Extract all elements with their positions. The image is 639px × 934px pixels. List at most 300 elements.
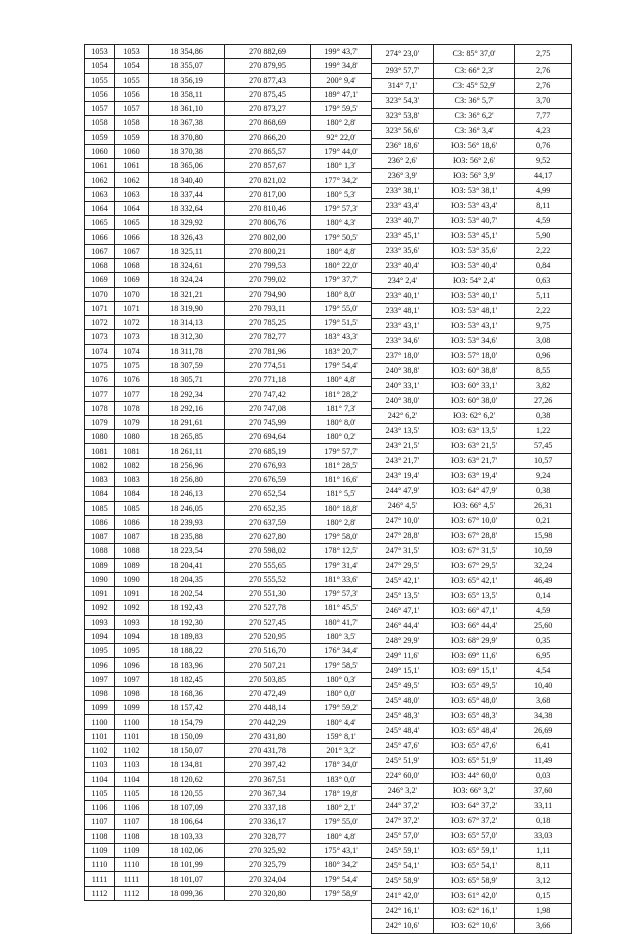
direction-angle-cell: 233° 40,4': [372, 259, 434, 274]
y-coordinate-cell: 270 799,53: [225, 258, 311, 272]
angle-cell: 200° 9,4': [311, 73, 372, 87]
table-row: [85, 758, 372, 772]
table-row: [372, 559, 572, 574]
rhumb-cell: ЮЗ: 69° 15,1': [433, 664, 515, 679]
direction-angle-cell: 240° 33,1': [372, 379, 434, 394]
rhumb-cell: ЮЗ: 67° 37,2': [433, 814, 515, 829]
point-number-cell: 1087: [85, 530, 115, 544]
table-row: [85, 59, 372, 73]
x-coordinate-cell: 18 204,41: [149, 558, 225, 572]
point-id-cell: 1063: [115, 187, 149, 201]
table-row: [85, 230, 372, 244]
y-coordinate-cell: 270 325,79: [225, 858, 311, 872]
direction-angle-cell: 323° 53,8': [372, 109, 434, 124]
y-coordinate-cell: 270 516,70: [225, 644, 311, 658]
point-id-cell: 1104: [115, 772, 149, 786]
x-coordinate-cell: 18 332,64: [149, 201, 225, 215]
rhumb-cell: ЮЗ: 61° 42,0': [433, 889, 515, 904]
point-number-cell: 1062: [85, 173, 115, 187]
angle-cell: 180° 5,3': [311, 187, 372, 201]
rhumb-cell: ЮЗ: 63° 21,7': [433, 454, 515, 469]
angle-cell: 180° 2,8': [311, 116, 372, 130]
angle-cell: 183° 43,3': [311, 330, 372, 344]
x-coordinate-cell: 18 358,11: [149, 87, 225, 101]
direction-angle-cell: 245° 57,0': [372, 829, 434, 844]
angle-cell: 179° 58,9': [311, 886, 372, 900]
table-row: [85, 644, 372, 658]
direction-angle-cell: 233° 43,1': [372, 319, 434, 334]
table-row: [85, 544, 372, 558]
x-coordinate-cell: 18 370,80: [149, 130, 225, 144]
y-coordinate-cell: 270 324,04: [225, 872, 311, 886]
table-row: [85, 45, 372, 59]
angle-cell: 181° 45,5': [311, 601, 372, 615]
distance-cell: 0,21: [515, 514, 572, 529]
x-coordinate-cell: 18 292,16: [149, 401, 225, 415]
distance-cell: 0,76: [515, 139, 572, 154]
direction-angle-cell: 248° 29,9': [372, 634, 434, 649]
direction-angle-cell: 247° 31,5': [372, 544, 434, 559]
rhumb-cell: ЮЗ: 56° 2,6': [433, 154, 515, 169]
distance-cell: 4,59: [515, 214, 572, 229]
angle-cell: 201° 3,2': [311, 744, 372, 758]
table-row: [372, 499, 572, 514]
point-id-cell: 1092: [115, 601, 149, 615]
point-id-cell: 1076: [115, 373, 149, 387]
angle-cell: 179° 54,4': [311, 358, 372, 372]
angle-cell: 180° 0,0': [311, 686, 372, 700]
y-coordinate-cell: 270 745,99: [225, 415, 311, 429]
angle-cell: 179° 57,3': [311, 201, 372, 215]
y-coordinate-cell: 270 879,95: [225, 59, 311, 73]
table-row: [85, 187, 372, 201]
point-id-cell: 1084: [115, 487, 149, 501]
angle-cell: 199° 43,7': [311, 45, 372, 59]
table-row: [372, 829, 572, 844]
direction-angle-cell: 245° 48,0': [372, 694, 434, 709]
point-number-cell: 1094: [85, 629, 115, 643]
table-row: [372, 574, 572, 589]
point-id-cell: 1081: [115, 444, 149, 458]
direction-angle-cell: 245° 49,5': [372, 679, 434, 694]
table-row: [85, 487, 372, 501]
distance-cell: 0,38: [515, 409, 572, 424]
x-coordinate-cell: 18 340,40: [149, 173, 225, 187]
point-number-cell: 1102: [85, 744, 115, 758]
x-coordinate-cell: 18 189,83: [149, 629, 225, 643]
x-coordinate-cell: 18 292,34: [149, 387, 225, 401]
direction-angle-cell: 245° 13,5': [372, 589, 434, 604]
rhumb-cell: ЮЗ: 67° 10,0': [433, 514, 515, 529]
point-number-cell: 1077: [85, 387, 115, 401]
rhumb-cell: ЮЗ: 64° 37,2': [433, 799, 515, 814]
angle-cell: 180° 41,7': [311, 615, 372, 629]
table-row: [372, 859, 572, 874]
angle-cell: 177° 34,2': [311, 173, 372, 187]
rhumb-cell: ЮЗ: 62° 16,1': [433, 904, 515, 919]
angle-cell: 180° 0,2': [311, 430, 372, 444]
direction-angle-cell: 323° 56,6': [372, 124, 434, 139]
y-coordinate-cell: 270 857,67: [225, 159, 311, 173]
distance-cell: 1,22: [515, 424, 572, 439]
table-row: [85, 73, 372, 87]
table-row: [372, 64, 572, 79]
distance-cell: 57,45: [515, 439, 572, 454]
distance-cell: 1,98: [515, 904, 572, 919]
x-coordinate-cell: 18 354,86: [149, 45, 225, 59]
y-coordinate-cell: 270 747,08: [225, 401, 311, 415]
points-table: [84, 44, 372, 901]
angle-cell: 180° 18,8': [311, 501, 372, 515]
table-row: [85, 102, 372, 116]
angle-cell: 179° 54,4': [311, 872, 372, 886]
point-number-cell: 1063: [85, 187, 115, 201]
point-number-cell: 1109: [85, 843, 115, 857]
y-coordinate-cell: 270 793,11: [225, 301, 311, 315]
table-row: [372, 874, 572, 889]
table-row: [372, 619, 572, 634]
table-row: [372, 604, 572, 619]
y-coordinate-cell: 270 336,17: [225, 815, 311, 829]
table-row: [85, 244, 372, 258]
table-row: [372, 589, 572, 604]
table-row: [85, 658, 372, 672]
angle-cell: 179° 57,7': [311, 444, 372, 458]
point-id-cell: 1069: [115, 273, 149, 287]
table-row: [372, 469, 572, 484]
y-coordinate-cell: 270 527,78: [225, 601, 311, 615]
point-number-cell: 1111: [85, 872, 115, 886]
angle-cell: 180° 4,8': [311, 829, 372, 843]
point-number-cell: 1065: [85, 216, 115, 230]
rhumb-cell: ЮЗ: 54° 2,4': [433, 274, 515, 289]
x-coordinate-cell: 18 223,54: [149, 544, 225, 558]
point-id-cell: 1077: [115, 387, 149, 401]
angle-cell: 180° 8,0': [311, 415, 372, 429]
y-coordinate-cell: 270 397,42: [225, 758, 311, 772]
point-id-cell: 1082: [115, 458, 149, 472]
point-number-cell: 1078: [85, 401, 115, 415]
rhumb-cell: ЮЗ: 65° 54,1': [433, 859, 515, 874]
point-number-cell: 1110: [85, 858, 115, 872]
y-coordinate-cell: 270 337,18: [225, 801, 311, 815]
rhumb-cell: ЮЗ: 53° 40,1': [433, 289, 515, 304]
x-coordinate-cell: 18 291,61: [149, 415, 225, 429]
direction-angle-cell: 233° 40,1': [372, 289, 434, 304]
direction-angle-cell: 245° 47,6': [372, 739, 434, 754]
table-row: [85, 587, 372, 601]
table-row: [85, 629, 372, 643]
table-row: [372, 334, 572, 349]
table-row: [372, 229, 572, 244]
table-row: [85, 786, 372, 800]
rhumb-cell: ЮЗ: 53° 43,1': [433, 319, 515, 334]
rhumb-cell: ЮЗ: 62° 6,2': [433, 409, 515, 424]
direction-angle-cell: 245° 51,9': [372, 754, 434, 769]
point-id-cell: 1065: [115, 216, 149, 230]
table-row: [372, 529, 572, 544]
direction-angle-cell: 249° 15,1': [372, 664, 434, 679]
point-number-cell: 1058: [85, 116, 115, 130]
distance-cell: 26,69: [515, 724, 572, 739]
table-row: [85, 301, 372, 315]
distance-cell: 37,60: [515, 784, 572, 799]
point-number-cell: 1088: [85, 544, 115, 558]
angle-cell: 180° 3,5': [311, 629, 372, 643]
table-row: [85, 530, 372, 544]
point-id-cell: 1100: [115, 715, 149, 729]
angle-cell: 179° 58,5': [311, 658, 372, 672]
direction-angle-cell: 233° 35,6': [372, 244, 434, 259]
distance-cell: 9,75: [515, 319, 572, 334]
y-coordinate-cell: 270 442,29: [225, 715, 311, 729]
x-coordinate-cell: 18 265,85: [149, 430, 225, 444]
direction-angle-cell: 314° 7,1': [372, 79, 434, 94]
angle-cell: 189° 47,1': [311, 87, 372, 101]
x-coordinate-cell: 18 134,81: [149, 758, 225, 772]
direction-angle-cell: 249° 11,6': [372, 649, 434, 664]
table-row: [372, 349, 572, 364]
table-row: [85, 772, 372, 786]
direction-angle-cell: 245° 58,9': [372, 874, 434, 889]
distance-cell: 4,23: [515, 124, 572, 139]
point-id-cell: 1060: [115, 144, 149, 158]
angle-cell: 181° 16,6': [311, 472, 372, 486]
y-coordinate-cell: 270 873,27: [225, 102, 311, 116]
point-number-cell: 1097: [85, 672, 115, 686]
y-coordinate-cell: 270 785,25: [225, 316, 311, 330]
table-row: [372, 139, 572, 154]
point-number-cell: 1079: [85, 415, 115, 429]
table-row: [85, 273, 372, 287]
y-coordinate-cell: 270 676,93: [225, 458, 311, 472]
point-id-cell: 1106: [115, 801, 149, 815]
point-id-cell: 1108: [115, 829, 149, 843]
table-row: [372, 424, 572, 439]
point-number-cell: 1103: [85, 758, 115, 772]
angle-cell: 180° 0,3': [311, 672, 372, 686]
x-coordinate-cell: 18 099,36: [149, 886, 225, 900]
rhumb-cell: ЮЗ: 66° 44,4': [433, 619, 515, 634]
direction-angle-cell: 236° 2,6': [372, 154, 434, 169]
point-id-cell: 1109: [115, 843, 149, 857]
angle-cell: 159° 8,1': [311, 729, 372, 743]
y-coordinate-cell: 270 800,21: [225, 244, 311, 258]
table-row: [85, 501, 372, 515]
rhumb-cell: ЮЗ: 65° 48,4': [433, 724, 515, 739]
y-coordinate-cell: 270 875,45: [225, 87, 311, 101]
table-row: [372, 319, 572, 334]
y-coordinate-cell: 270 472,49: [225, 686, 311, 700]
point-number-cell: 1090: [85, 572, 115, 586]
rhumb-cell: ЮЗ: 65° 47,6': [433, 739, 515, 754]
point-number-cell: 1082: [85, 458, 115, 472]
table-row: [85, 744, 372, 758]
angle-cell: 180° 2,1': [311, 801, 372, 815]
y-coordinate-cell: 270 685,19: [225, 444, 311, 458]
distance-cell: 15,98: [515, 529, 572, 544]
point-number-cell: 1096: [85, 658, 115, 672]
distance-cell: 4,99: [515, 184, 572, 199]
point-number-cell: 1075: [85, 358, 115, 372]
y-coordinate-cell: 270 747,42: [225, 387, 311, 401]
rhumb-cell: ЮЗ: 53° 45,1': [433, 229, 515, 244]
point-number-cell: 1059: [85, 130, 115, 144]
table-row: [85, 116, 372, 130]
table-row: [85, 472, 372, 486]
y-coordinate-cell: 270 868,69: [225, 116, 311, 130]
direction-angle-cell: 244° 37,2': [372, 799, 434, 814]
x-coordinate-cell: 18 361,10: [149, 102, 225, 116]
table-row: [372, 784, 572, 799]
rhumb-cell: ЮЗ: 53° 43,4': [433, 199, 515, 214]
x-coordinate-cell: 18 367,38: [149, 116, 225, 130]
table-row: [372, 45, 572, 64]
table-row: [85, 216, 372, 230]
x-coordinate-cell: 18 356,19: [149, 73, 225, 87]
distance-cell: 7,77: [515, 109, 572, 124]
table-wrapper: [84, 44, 572, 930]
x-coordinate-cell: 18 202,54: [149, 587, 225, 601]
table-row: [372, 124, 572, 139]
direction-angle-cell: 243° 19,4': [372, 469, 434, 484]
table-row: [372, 409, 572, 424]
angle-cell: 179° 59,2': [311, 701, 372, 715]
table-row: [85, 515, 372, 529]
table-row: [372, 184, 572, 199]
point-id-cell: 1079: [115, 415, 149, 429]
table-row: [85, 815, 372, 829]
rhumb-cell: ЮЗ: 60° 33,1': [433, 379, 515, 394]
direction-angle-cell: 293° 57,7': [372, 64, 434, 79]
direction-angle-cell: 233° 48,1': [372, 304, 434, 319]
y-coordinate-cell: 270 781,96: [225, 344, 311, 358]
angle-cell: 179° 57,3': [311, 587, 372, 601]
table-row: [85, 444, 372, 458]
distance-cell: 26,31: [515, 499, 572, 514]
distance-cell: 8,55: [515, 364, 572, 379]
direction-angle-cell: 233° 45,1': [372, 229, 434, 244]
distance-cell: 9,24: [515, 469, 572, 484]
rhumb-cell: ЮЗ: 53° 38,1': [433, 184, 515, 199]
distance-cell: 2,22: [515, 244, 572, 259]
table-row: [372, 94, 572, 109]
point-number-cell: 1084: [85, 487, 115, 501]
point-number-cell: 1086: [85, 515, 115, 529]
y-coordinate-cell: 270 806,76: [225, 216, 311, 230]
point-number-cell: 1070: [85, 287, 115, 301]
distance-cell: 2,22: [515, 304, 572, 319]
point-id-cell: 1072: [115, 316, 149, 330]
distance-cell: 4,54: [515, 664, 572, 679]
angle-cell: 180° 4,3': [311, 216, 372, 230]
rhumb-cell: ЮЗ: 66° 4,5': [433, 499, 515, 514]
rhumb-cell: ЮЗ: 53° 35,6': [433, 244, 515, 259]
angle-cell: 181° 5,5': [311, 487, 372, 501]
x-coordinate-cell: 18 107,09: [149, 801, 225, 815]
rhumb-cell: ЮЗ: 65° 42,1': [433, 574, 515, 589]
point-number-cell: 1061: [85, 159, 115, 173]
x-coordinate-cell: 18 305,71: [149, 373, 225, 387]
point-id-cell: 1059: [115, 130, 149, 144]
y-coordinate-cell: 270 367,51: [225, 772, 311, 786]
rhumb-cell: ЮЗ: 65° 59,1': [433, 844, 515, 859]
x-coordinate-cell: 18 239,93: [149, 515, 225, 529]
rhumb-cell: ЮЗ: 65° 48,0': [433, 694, 515, 709]
point-id-cell: 1057: [115, 102, 149, 116]
angle-cell: 179° 59,5': [311, 102, 372, 116]
table-row: [85, 572, 372, 586]
angle-cell: 180° 22,0': [311, 258, 372, 272]
table-row: [372, 514, 572, 529]
table-row: [372, 289, 572, 304]
point-id-cell: 1062: [115, 173, 149, 187]
x-coordinate-cell: 18 261,11: [149, 444, 225, 458]
table-row: [85, 344, 372, 358]
point-number-cell: 1054: [85, 59, 115, 73]
angle-cell: 179° 31,4': [311, 558, 372, 572]
point-number-cell: 1081: [85, 444, 115, 458]
angle-cell: 178° 19,8': [311, 786, 372, 800]
point-number-cell: 1091: [85, 587, 115, 601]
angle-cell: 178° 34,0': [311, 758, 372, 772]
coordinate-table-page: [84, 44, 572, 930]
distance-cell: 3,68: [515, 694, 572, 709]
x-coordinate-cell: 18 192,30: [149, 615, 225, 629]
distance-cell: 5,90: [515, 229, 572, 244]
table-row: [372, 769, 572, 784]
angle-cell: 180° 8,0': [311, 287, 372, 301]
distance-cell: 8,11: [515, 859, 572, 874]
direction-angle-cell: 234° 2,4': [372, 274, 434, 289]
point-number-cell: 1064: [85, 201, 115, 215]
rhumb-cell: ЮЗ: 68° 29,9': [433, 634, 515, 649]
x-coordinate-cell: 18 150,07: [149, 744, 225, 758]
x-coordinate-cell: 18 355,07: [149, 59, 225, 73]
direction-angle-cell: 236° 18,6': [372, 139, 434, 154]
y-coordinate-cell: 270 652,54: [225, 487, 311, 501]
x-coordinate-cell: 18 365,06: [149, 159, 225, 173]
table-row: [372, 754, 572, 769]
table-row: [85, 430, 372, 444]
y-coordinate-cell: 270 637,59: [225, 515, 311, 529]
distance-cell: 0,03: [515, 769, 572, 784]
rhumb-cell: ЮЗ: 44° 60,0': [433, 769, 515, 784]
distance-cell: 8,11: [515, 199, 572, 214]
point-id-cell: 1061: [115, 159, 149, 173]
point-id-cell: 1054: [115, 59, 149, 73]
y-coordinate-cell: 270 771,18: [225, 373, 311, 387]
rhumb-cell: ЮЗ: 63° 19,4': [433, 469, 515, 484]
point-id-cell: 1085: [115, 501, 149, 515]
table-row: [85, 173, 372, 187]
distance-cell: 0,18: [515, 814, 572, 829]
y-coordinate-cell: 270 799,02: [225, 273, 311, 287]
distance-cell: 0,14: [515, 589, 572, 604]
rhumb-cell: ЮЗ: 56° 3,9': [433, 169, 515, 184]
point-id-cell: 1088: [115, 544, 149, 558]
x-coordinate-cell: 18 321,21: [149, 287, 225, 301]
x-coordinate-cell: 18 256,80: [149, 472, 225, 486]
rhumb-cell: СЗ: 66° 2,3': [433, 64, 515, 79]
x-coordinate-cell: 18 204,35: [149, 572, 225, 586]
rhumb-cell: ЮЗ: 67° 31,5': [433, 544, 515, 559]
rhumb-cell: ЮЗ: 63° 21,5': [433, 439, 515, 454]
point-number-cell: 1056: [85, 87, 115, 101]
angle-cell: 176° 34,4': [311, 644, 372, 658]
x-coordinate-cell: 18 235,88: [149, 530, 225, 544]
rhumb-cell: ЮЗ: 62° 10,6': [433, 919, 515, 934]
